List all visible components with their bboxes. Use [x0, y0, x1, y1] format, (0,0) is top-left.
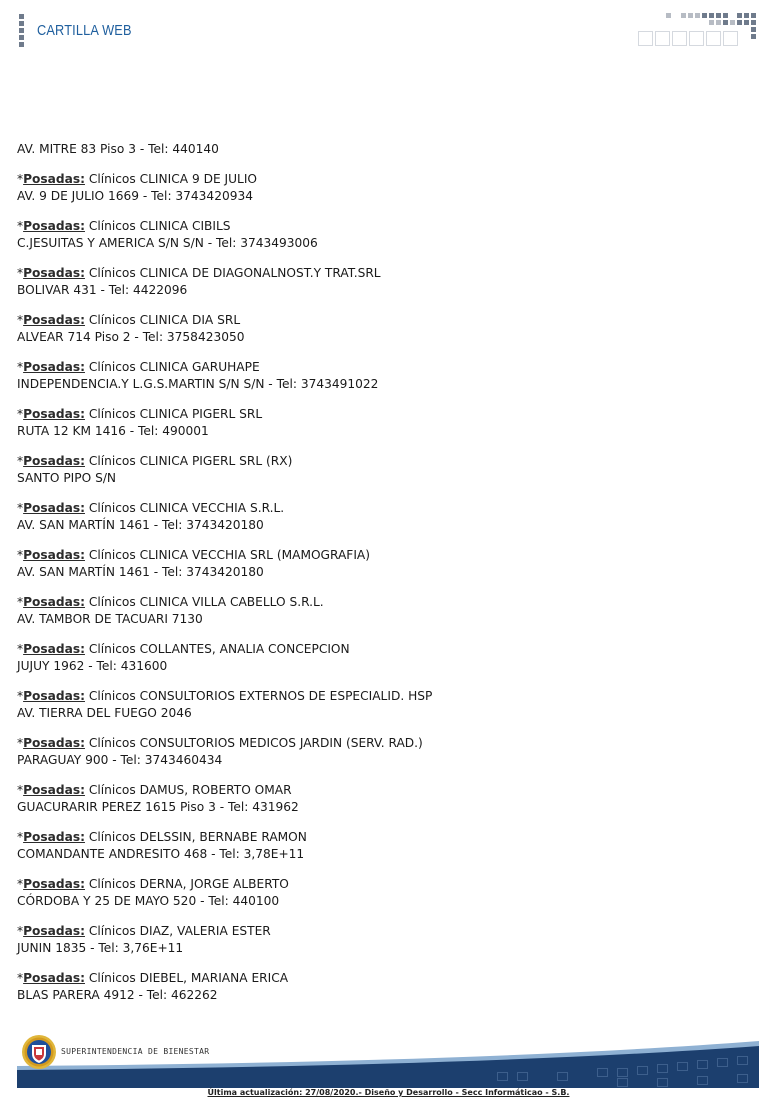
- entry-prefix: *: [17, 595, 24, 609]
- entry-address: RUTA 12 KM 1416 - Tel: 490001: [17, 424, 209, 438]
- entry-address: ALVEAR 714 Piso 2 - Tel: 3758423050: [17, 330, 245, 344]
- list-item: [17, 782, 717, 816]
- entry-prefix: *: [17, 360, 24, 374]
- entry-description: Clínicos CLINICA PIGERL SRL (RX): [84, 454, 293, 468]
- entry-prefix: *: [17, 689, 24, 703]
- entry-prefix: *: [17, 783, 24, 797]
- entry-prefix: *: [17, 313, 24, 327]
- entry-description: Clínicos COLLANTES, ANALIA CONCEPCION: [84, 642, 350, 656]
- entry-description: Clínicos CLINICA GARUHAPE: [84, 360, 260, 374]
- entry-address: AV. 9 DE JULIO 1669 - Tel: 3743420934: [17, 189, 253, 203]
- list-item: [17, 453, 717, 487]
- city-label: Posadas:: [23, 313, 85, 327]
- city-label: Posadas:: [23, 266, 85, 280]
- entry-prefix: *: [17, 924, 24, 938]
- page-title: CARTILLA WEB: [37, 22, 132, 39]
- list-item: [17, 547, 717, 581]
- city-label: Posadas:: [23, 407, 85, 421]
- entry-prefix: *: [17, 501, 24, 515]
- entry-description: Clínicos CLINICA VILLA CABELLO S.R.L.: [84, 595, 324, 609]
- entry-description: Clínicos DAMUS, ROBERTO OMAR: [84, 783, 292, 797]
- entry-prefix: *: [17, 642, 24, 656]
- list-item: [17, 594, 717, 628]
- entry-address: GUACURARIR PEREZ 1615 Piso 3 - Tel: 431962: [17, 800, 299, 814]
- entry-address: PARAGUAY 900 - Tel: 3743460434: [17, 753, 223, 767]
- city-label: Posadas:: [23, 595, 85, 609]
- list-item: [17, 265, 717, 299]
- entry-address: JUJUY 1962 - Tel: 431600: [17, 659, 168, 673]
- entry-prefix: *: [17, 172, 24, 186]
- footer-band: [17, 1028, 759, 1088]
- entry-prefix: *: [17, 877, 24, 891]
- entry-address: BOLIVAR 431 - Tel: 4422096: [17, 283, 188, 297]
- list-item: [17, 876, 717, 910]
- entry-address: INDEPENDENCIA.Y L.G.S.MARTIN S/N S/N - Tel: 3743491022: [17, 377, 379, 391]
- entry-address: JUNIN 1835 - Tel: 3,76E+11: [17, 941, 184, 955]
- city-label: Posadas:: [23, 830, 85, 844]
- page-footer: [0, 1028, 759, 1101]
- entry-description: Clínicos CLINICA 9 DE JULIO: [84, 172, 258, 186]
- entry-prefix: *: [17, 266, 24, 280]
- entry-address: AV. SAN MARTÍN 1461 - Tel: 3743420180: [17, 565, 264, 579]
- list-item: [17, 406, 717, 440]
- list-item: [17, 829, 717, 863]
- entry-description: Clínicos DERNA, JORGE ALBERTO: [84, 877, 289, 891]
- entry-description: Clínicos CLINICA DIA SRL: [84, 313, 241, 327]
- entry-prefix: *: [17, 454, 24, 468]
- entry-description: Clínicos CLINICA PIGERL SRL: [84, 407, 263, 421]
- entry-address: COMANDANTE ANDRESITO 468 - Tel: 3,78E+11: [17, 847, 305, 861]
- organization-name: SUPERINTENDENCIA DE BIENESTAR: [61, 1047, 210, 1056]
- city-label: Posadas:: [23, 501, 85, 515]
- city-label: Posadas:: [23, 172, 85, 186]
- entry-description: Clínicos DELSSIN, BERNABE RAMON: [84, 830, 307, 844]
- list-item: [17, 735, 717, 769]
- list-item: [17, 923, 717, 957]
- last-update-note: Última actualización: 27/08/2020.- Diseño y Desarrollo - Secc Informáticao - S.B.: [207, 1088, 570, 1097]
- header-accent-bar: [19, 14, 24, 47]
- entry-prefix: *: [17, 736, 24, 750]
- list-item: [17, 970, 717, 1004]
- entry-description: Clínicos CONSULTORIOS EXTERNOS DE ESPECIALID. HSP: [84, 689, 433, 703]
- entry-description: Clínicos DIEBEL, MARIANA ERICA: [84, 971, 289, 985]
- entry-description: Clínicos CONSULTORIOS MEDICOS JARDIN (SERV. RAD.): [84, 736, 423, 750]
- header-decoration: [636, 12, 759, 48]
- entry-address: CÓRDOBA Y 25 DE MAYO 520 - Tel: 440100: [17, 894, 280, 908]
- list-item: [17, 312, 717, 346]
- city-label: Posadas:: [23, 924, 85, 938]
- entry-description: Clínicos CLINICA VECCHIA S.R.L.: [84, 501, 285, 515]
- entry-prefix: *: [17, 407, 24, 421]
- entry-address: AV. SAN MARTÍN 1461 - Tel: 3743420180: [17, 518, 264, 532]
- list-item: [17, 688, 717, 722]
- city-label: Posadas:: [23, 971, 85, 985]
- entry-description: Clínicos CLINICA CIBILS: [84, 219, 231, 233]
- city-label: Posadas:: [23, 689, 85, 703]
- entry-address: SANTO PIPO S/N: [17, 471, 117, 485]
- list-item: [17, 171, 717, 205]
- entry-prefix: *: [17, 971, 24, 985]
- entry-description: Clínicos DIAZ, VALERIA ESTER: [84, 924, 271, 938]
- city-label: Posadas:: [23, 548, 85, 562]
- list-item: [17, 218, 717, 252]
- entry-description: Clínicos CLINICA VECCHIA SRL (MAMOGRAFIA): [84, 548, 371, 562]
- city-label: Posadas:: [23, 219, 85, 233]
- institution-logo: [21, 1034, 57, 1070]
- entry-address: BLAS PARERA 4912 - Tel: 462262: [17, 988, 218, 1002]
- entry-address: C.JESUITAS Y AMERICA S/N S/N - Tel: 3743493006: [17, 236, 318, 250]
- city-label: Posadas:: [23, 736, 85, 750]
- list-item: [17, 359, 717, 393]
- city-label: Posadas:: [23, 783, 85, 797]
- list-item: [17, 641, 717, 675]
- list-item: [17, 500, 717, 534]
- address-line: AV. MITRE 83 Piso 3 - Tel: 440140: [17, 142, 219, 156]
- provider-list: [17, 141, 717, 1004]
- page-header: [0, 0, 759, 60]
- city-label: Posadas:: [23, 454, 85, 468]
- city-label: Posadas:: [23, 877, 85, 891]
- entry-address: AV. TAMBOR DE TACUARI 7130: [17, 612, 203, 626]
- entry-prefix: *: [17, 219, 24, 233]
- entry-prefix: *: [17, 548, 24, 562]
- entry-prefix: *: [17, 830, 24, 844]
- city-label: Posadas:: [23, 642, 85, 656]
- city-label: Posadas:: [23, 360, 85, 374]
- entry-description: Clínicos CLINICA DE DIAGONALNOST.Y TRAT.SRL: [84, 266, 381, 280]
- entry-address: AV. TIERRA DEL FUEGO 2046: [17, 706, 192, 720]
